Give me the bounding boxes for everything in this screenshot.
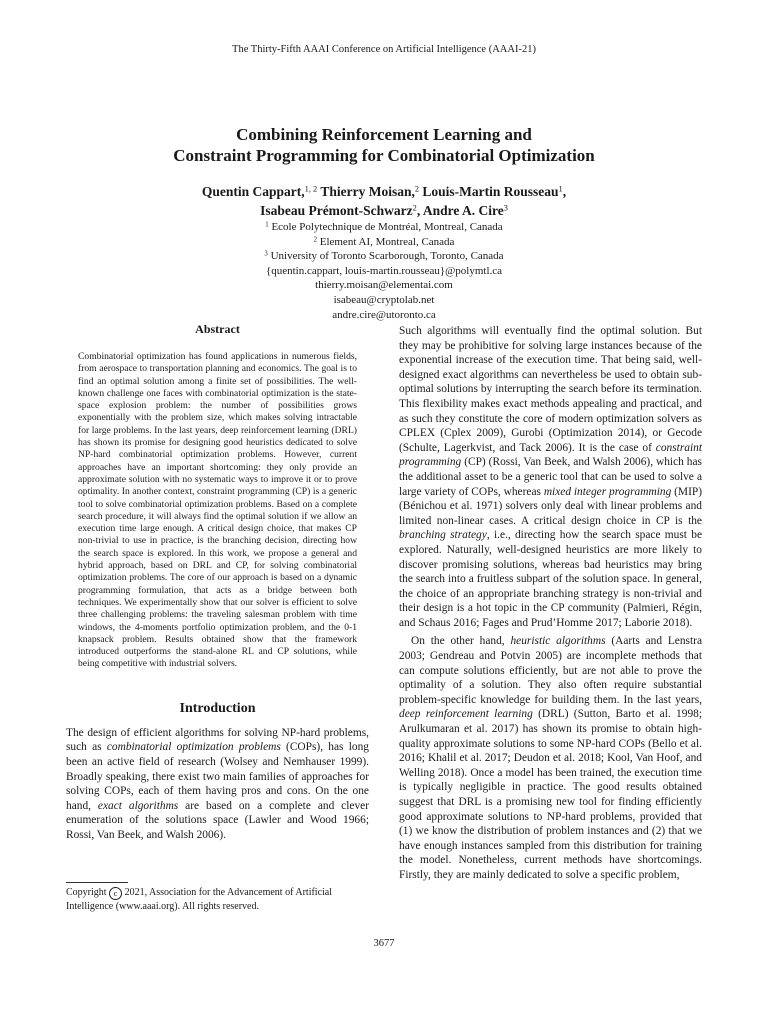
copyright-icon: c <box>109 887 122 900</box>
author-name: Quentin Cappart, <box>201 184 305 199</box>
author-line-1: Quentin Cappart,$^{1, 2}$ Thierry Moisan,$^2$ Louis-Martin Rousseau$^1$, <box>201 184 567 199</box>
affiliation-text: Element AI, Montreal, Canada <box>319 235 455 248</box>
left-column <box>66 322 369 842</box>
affiliation-text: University of Toronto Scarborough, Toronto, Canada <box>270 250 504 263</box>
abstract-heading: Abstract <box>195 322 240 336</box>
email-line: thierry.moisan@elementai.com <box>315 279 453 292</box>
email-line: isabeau@cryptolab.net <box>333 293 435 306</box>
email-line: andre.cire@utoronto.ca <box>332 308 436 321</box>
affiliation-number: 3 <box>264 250 268 258</box>
affiliation-line <box>40 220 728 235</box>
text-run: The design of efficient algorithms for solving NP-hard problems, such as <box>66 726 369 754</box>
emphasis-text: heuristic algorithms <box>510 635 606 648</box>
footnote-rule <box>66 882 128 883</box>
right-column <box>399 324 702 883</box>
affiliation-line <box>40 235 728 250</box>
author-name: Isabeau Prémont-Schwarz <box>260 203 413 218</box>
title-line-1: Combining Reinforcement Learning and <box>236 125 532 144</box>
copyright-notice <box>66 882 369 913</box>
body-paragraph <box>399 634 702 882</box>
copyright-label: Copyright <box>66 887 107 898</box>
text-run: (COPs), has long been an active field of research (Wolsey and Nemhauser 1999). Broadly speaking, there exist two main families of approaches for solving COPs, each of them having pros and cons. On the one hand, <box>66 741 369 812</box>
text-run: (MIP) (Bénichou et al. 1971) solvers only deal with linear problems and limited non-linear cases. A critical design choice in CP is the <box>399 485 702 527</box>
body-paragraph <box>399 324 702 630</box>
title-line-2: Constraint Programming for Combinatorial Optimization <box>173 146 595 165</box>
text-run: Such algorithms will eventually find the optimal solution. But they may be prohibitive for solving large instances because of the exponential increase of the execution time. That being said, well-designed exact algorithms can nevertheless be used to obtain sub-optimal solutions by interrupting the search before its termination. This flexibility makes exact methods appealing and practical, and as such they constitute the core of modern optimization solvers as CPLEX (Cplex 2009), Gurobi (Optimization 2014), or Gecode (Schulte, Lagerkvist, and Tack 2006). It is the case of <box>399 325 702 454</box>
author-affil-marker: 3 <box>503 203 508 213</box>
author-affil-marker: 2 <box>414 184 420 194</box>
emphasis-text: branching strategy <box>399 529 487 542</box>
affiliation-number: 1 <box>265 221 269 229</box>
text-run: On the other hand, <box>411 635 511 648</box>
emphasis-text: constraint programming <box>399 441 702 469</box>
emphasis-text: combinatorial optimization problems <box>106 741 281 754</box>
emphasis-text: mixed integer programming <box>543 485 672 498</box>
author-name: Louis-Martin Rousseau <box>422 184 559 199</box>
author-name: Thierry Moisan, <box>320 184 415 199</box>
abstract-text: Combinatorial optimization has found applications in numerous fields, from aerospace to transportation planning and economics. The goal is to find an optimal solution among a finite set of possibilities. The well-known challenge one faces with combinatorial optimization is the state-space explosion problem: the number of possibilities grows exponentially with the problem size, which makes solving intractable for large problems. In the last years, deep reinforcement learning (DRL) has shown its promise for designing good heuristics dedicated to solve NP-hard combinatorial optimization problems. However, current approaches have an important shortcoming: they only provide an approximate solution with no systematic ways to improve it or to prove optimality. In another context, constraint programming (CP) is a generic tool to solve combinatorial optimization problems. Based on a complete search procedure, it will always find the optimal solution if we allow an execution time large enough. A critical design choice, that makes CP non-trivial to use in practice, is the branching decision, directing how the search space is explored. In this work, we propose a general and hybrid approach, based on DRL and CP, for solving combinatorial optimization problems. The core of our approach is based on a dynamic programming formulation, that acts as a bridge between both techniques. We experimentally show that our solver is efficient to solve three challenging problems: the traveling salesman problem with time windows, the 4-moments portfolio optimization problem, and the 0-1 knapsack problem. Results obtained show that the framework introduced outperforms the stand-alone RL and CP solutions, while being competitive with industrial solvers. <box>78 351 357 670</box>
author-affil-marker: 1, 2 <box>304 184 318 194</box>
affiliation-line <box>40 249 728 264</box>
emphasis-text: exact algorithms <box>97 799 179 812</box>
introduction-heading: Introduction <box>179 700 256 716</box>
author-name: Andre A. Cire <box>422 203 504 218</box>
email-line: {quentin.cappart, louis-martin.rousseau}@polymtl.ca <box>265 264 503 277</box>
author-list <box>40 182 728 220</box>
author-affil-marker: 1 <box>558 184 563 194</box>
page-number: 3677 <box>373 938 395 949</box>
author-line-2: Isabeau Prémont-Schwarz$^2$, Andre A. Cire$^3$ <box>260 203 508 218</box>
copyright-text: 2021, Association for the Advancement of Artificial Intelligence (www.aaai.org). All rights reserved. <box>66 887 333 912</box>
text-run: , i.e., directing how the search space must be explored. Naturally, well-designed heuristics are more likely to discover promising solutions, whereas bad heuristics may bring the search into a fruitless subpart of the solution space. In general, the choice of an appropriate branching strategy is non-trivial and their design is a hot topic in the CP community (Palmieri, Régin, and Schaus 2016; Fages and Prud’Homme 2017; Laborie 2018). <box>399 529 702 629</box>
introduction-paragraph <box>66 726 369 843</box>
text-run: (CP) (Rossi, Van Beek, and Walsh 2006), which has the additional asset to be a generic tool that can be used to solve a large variety of COPs, whereas <box>399 456 702 498</box>
text-run: are based on a complete and clever enumeration of the solutions space (Lawler and Wood 1966; Rossi, Van Beek, and Walsh 2006). <box>66 799 370 841</box>
author-affil-marker: 2 <box>412 203 417 213</box>
text-run: (DRL) (Sutton, Barto et al. 1998; Arulkumaran et al. 2017) has shown its promise to obtain high-quality approximate solutions to some NP-hard COPs (Bello et al. 2016; Khalil et al. 2017; Deudon et al. 2018; Kool, Van Hoof, and Welling 2018). Once a model has been trained, the execution time is typically negligible in practice. The good results obtained suggest that DRL is a promising new tool for finding efficiently good approximate solutions to NP-hard problems, provided that (1) we know the distribution of problem instances and (2) that we have enough instances sampled from this distribution for training the model. Nonetheless, current methods have shortcomings. Firstly, they are mainly dedicated to solve a specific problem, <box>399 708 702 881</box>
emphasis-text: deep reinforcement learning <box>399 708 533 721</box>
text-run: (Aarts and Lenstra 2003; Gendreau and Potvin 2005) are incomplete methods that can compute solutions efficiently, but are not able to prove the optimality of a solution. They also often require substantial problem-specific knowledge for building them. In the last years, <box>399 635 703 706</box>
conference-header: The Thirty-Fifth AAAI Conference on Artificial Intelligence (AAAI-21) <box>232 44 536 55</box>
affiliation-number: 2 <box>313 235 317 243</box>
paper-title <box>40 124 728 166</box>
affiliation-text: Ecole Polytechnique de Montréal, Montreal, Canada <box>271 221 503 233</box>
affiliations-block <box>40 220 728 322</box>
